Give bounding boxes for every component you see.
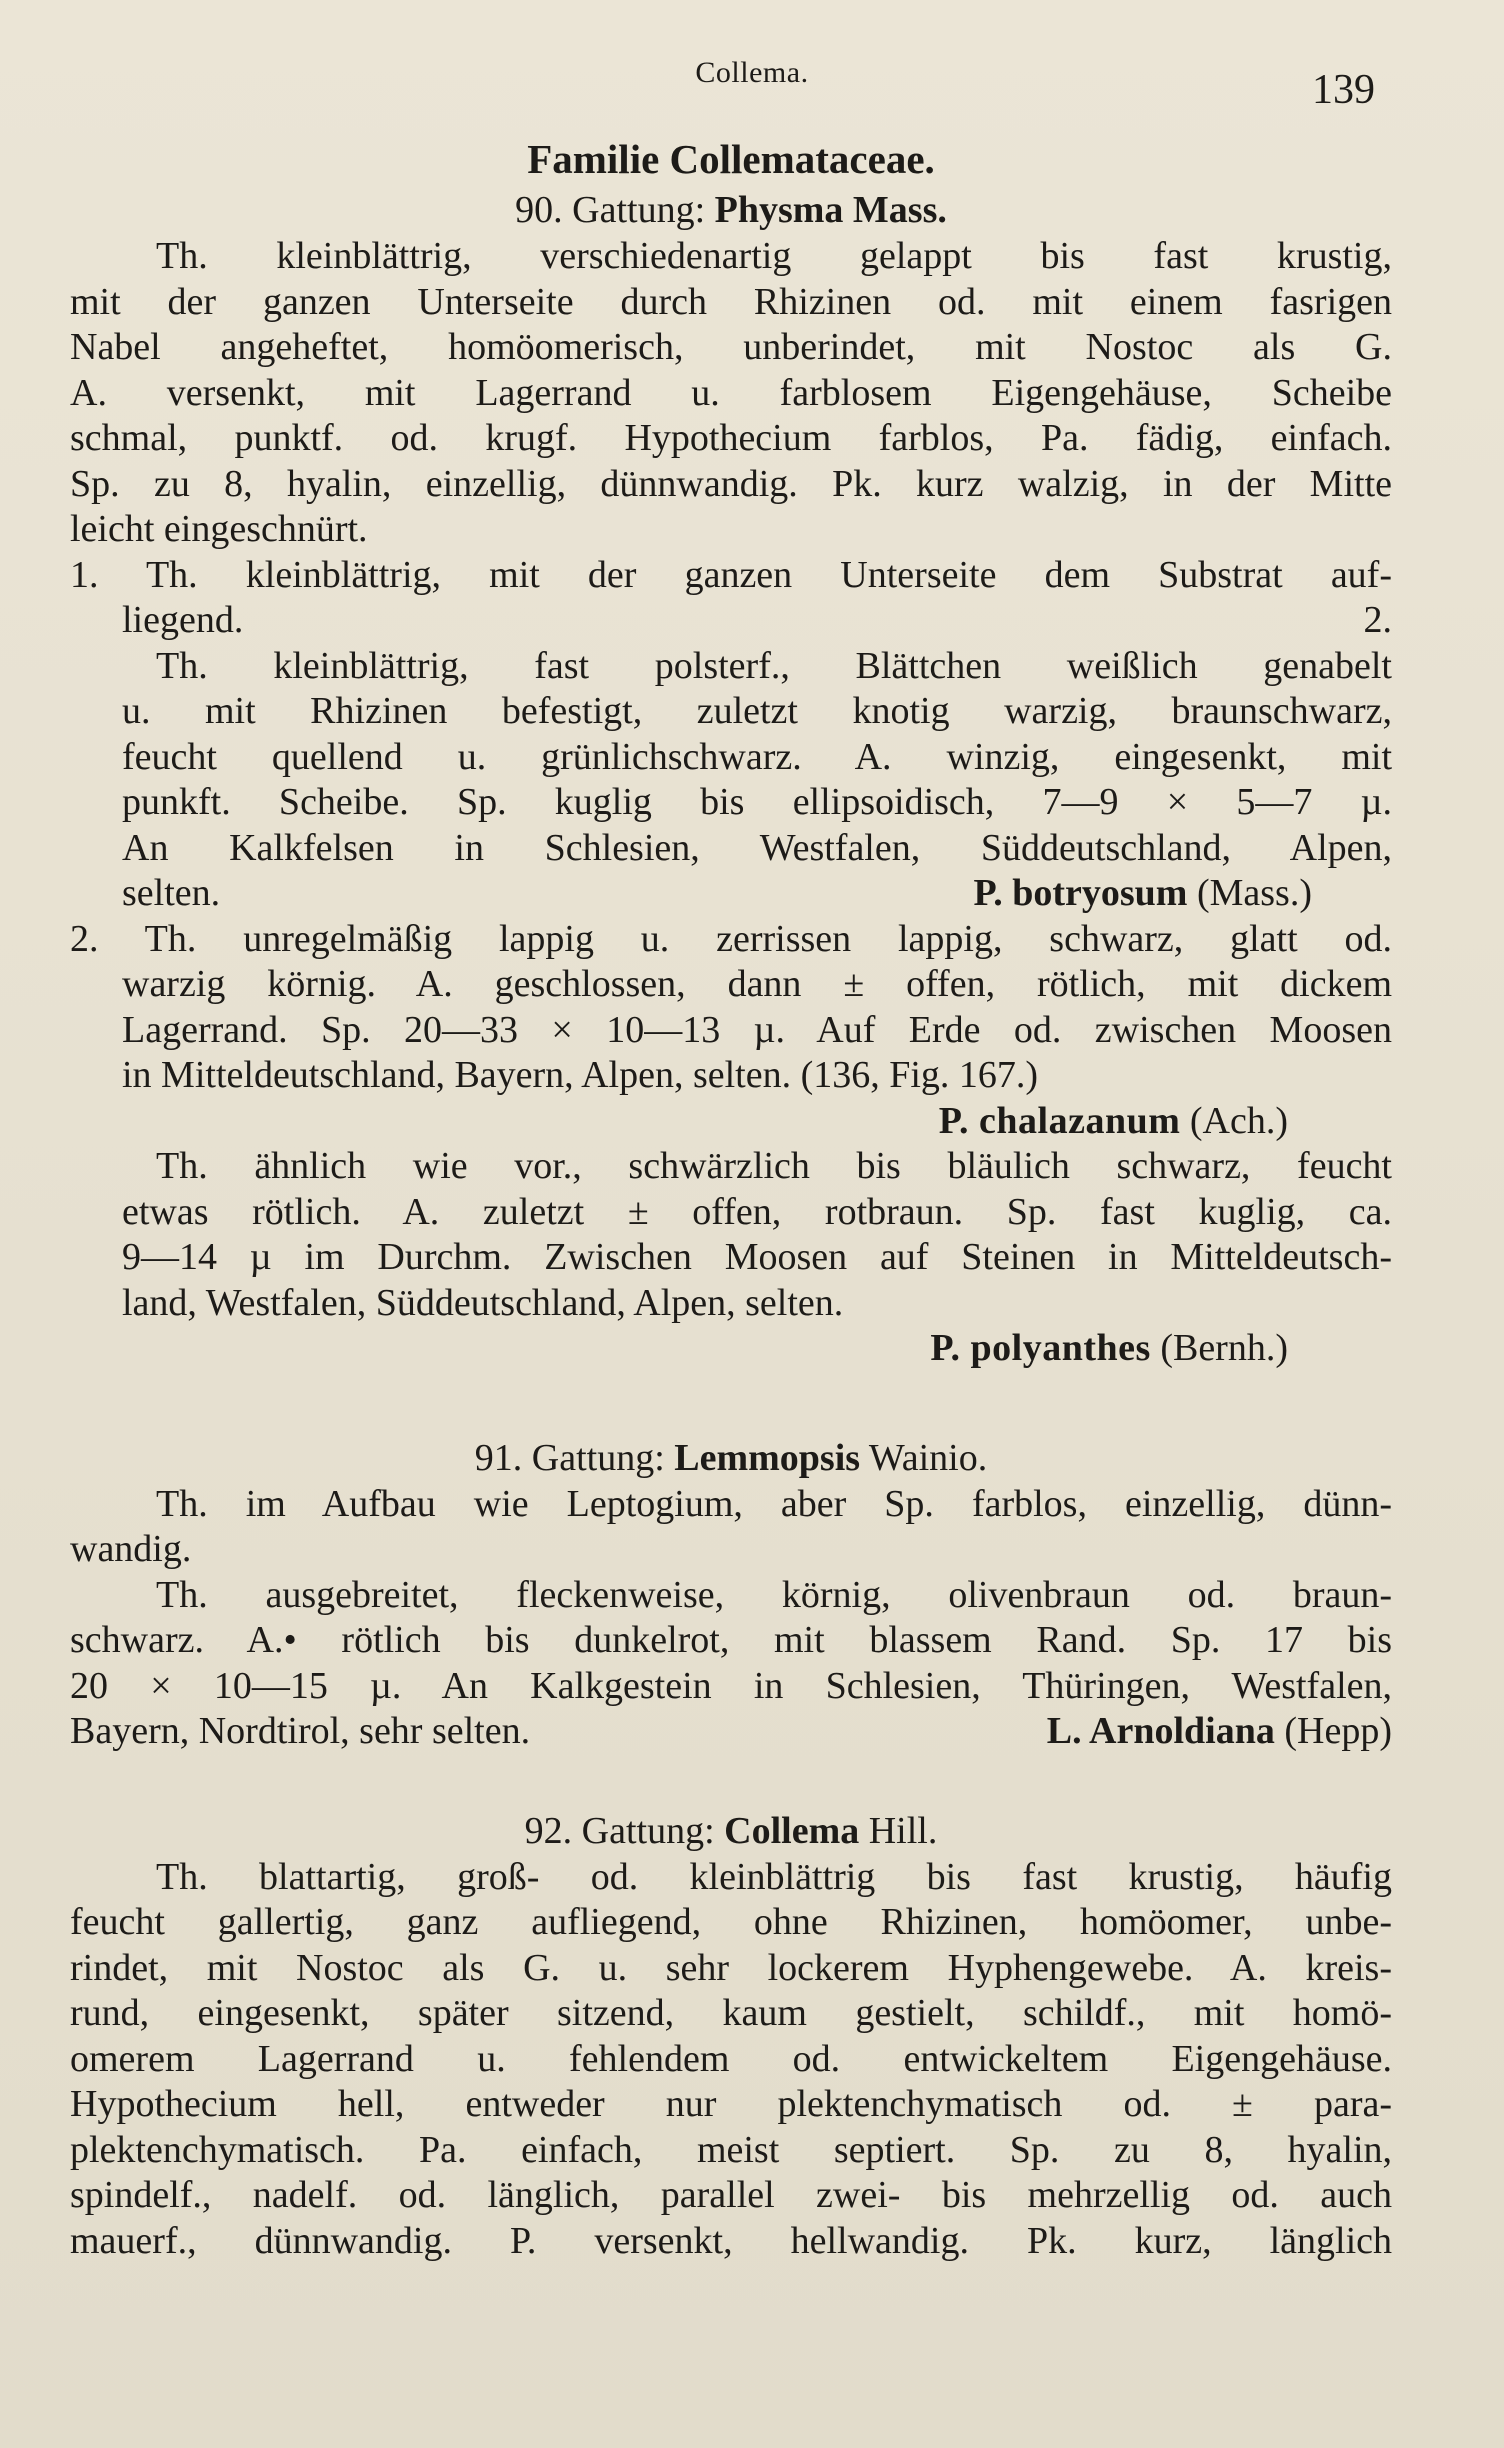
species-3-line-2: etwas rötlich. A. zuletzt ± offen, rotbraun. Sp. fast kuglig, ca. <box>122 1190 1392 1233</box>
genus-91-species-name <box>1047 1709 1392 1755</box>
genus-92-prefix: 92. Gattung: <box>524 1809 715 1852</box>
key-2-line-1: 2. Th. unregelmäßig lappig u. zerrissen lappig, schwarz, glatt od. <box>70 917 1392 960</box>
species-3-author: (Bernh.) <box>1160 1327 1288 1369</box>
genus-91-species-line-1: Th. ausgebreitet, fleckenweise, körnig, olivenbraun od. braun- <box>156 1573 1392 1616</box>
genus-92-line-9: mauerf., dünnwandig. P. versenkt, hellwandig. Pk. kurz, länglich <box>70 2219 1392 2262</box>
genus-91-line-1: Th. im Aufbau wie Leptogium, aber Sp. farblos, einzellig, dünn- <box>156 1482 1392 1525</box>
genus-91-heading <box>70 1434 1392 1482</box>
species-1-line-5: An Kalkfelsen in Schlesien, Westfalen, Süddeutschland, Alpen, <box>122 826 1392 869</box>
genus-91-name: Lemmopsis <box>674 1436 861 1479</box>
species-1-line-6 <box>70 871 1392 917</box>
key-2-line-3: Lagerrand. Sp. 20—33 × 10—13 µ. Auf Erde od. zwischen Moosen <box>122 1008 1392 1051</box>
genus-90-line-7: leicht eingeschnürt. <box>70 508 368 550</box>
genus-90-line-2: mit der ganzen Unterseite durch Rhizinen od. mit einem fasrigen <box>70 280 1392 323</box>
species-2-name <box>70 1099 1392 1145</box>
genus-92-line-4: rund, eingesenkt, später sitzend, kaum gestielt, schildf., mit homö- <box>70 1992 1392 2034</box>
running-head: Collema. <box>695 56 809 89</box>
spacer <box>70 1372 1392 1434</box>
genus-92-line-1: Th. blattartig, groß- od. kleinblättrig bis fast krustig, häufig <box>156 1855 1392 1898</box>
genus-92-heading <box>70 1807 1392 1855</box>
page-content <box>70 134 1392 2264</box>
genus-92-line-5: omerem Lagerrand u. fehlendem od. entwickeltem Eigengehäuse. <box>70 2037 1392 2080</box>
species-1-line-1: Th. kleinblättrig, fast polsterf., Blättchen weißlich genabelt <box>156 644 1392 687</box>
key-1-line-1: 1. Th. kleinblättrig, mit der ganzen Unterseite dem Substrat auf- <box>70 553 1392 596</box>
genus-90-line-5: schmal, punktf. od. krugf. Hypothecium farblos, Pa. fädig, einfach. <box>70 417 1392 459</box>
page-number: 139 <box>1312 67 1375 113</box>
key-2-line-4: in Mitteldeutschland, Bayern, Alpen, selten. (136, Fig. 167.) <box>122 1054 1039 1096</box>
genus-90-line-1: Th. kleinblättrig, verschiedenartig gelappt bis fast krustig, <box>156 235 1392 277</box>
genus-91-species-author: (Hepp) <box>1284 1710 1392 1752</box>
species-2-author: (Ach.) <box>1189 1099 1288 1142</box>
genus-91-author: Wainio. <box>868 1436 988 1479</box>
genus-92-line-7: plektenchymatisch. Pa. einfach, meist septiert. Sp. zu 8, hyalin, <box>70 2128 1392 2171</box>
genus-90-name: Physma Mass. <box>714 189 947 231</box>
species-1-line-3: feucht quellend u. grünlichschwarz. A. winzig, eingesenkt, mit <box>122 735 1392 778</box>
family-heading: Familie Collemataceae. <box>527 136 935 182</box>
key-1-line-2 <box>70 598 1392 644</box>
species-3-line-1: Th. ähnlich wie vor., schwärzlich bis bläulich schwarz, feucht <box>156 1145 1392 1187</box>
genus-92-line-6: Hypothecium hell, entweder nur plektenchymatisch od. ± para- <box>70 2083 1392 2125</box>
genus-92-author: Hill. <box>868 1809 938 1852</box>
genus-91-line-2: wandig. <box>70 1528 192 1570</box>
genus-91-species-text: Bayern, Nordtirol, sehr selten. <box>70 1710 531 1752</box>
species-1-line-4: punkft. Scheibe. Sp. kuglig bis ellipsoidisch, 7—9 × 5—7 µ. <box>122 781 1392 823</box>
genus-91-binomial: L. Arnoldiana <box>1046 1710 1275 1752</box>
genus-91-species-line-4 <box>70 1709 1392 1755</box>
species-1-text: selten. <box>122 872 221 914</box>
genus-92-line-8: spindelf., nadelf. od. länglich, parallel zwei- bis mehrzellig od. auch <box>70 2174 1392 2216</box>
genus-90-prefix: 90. Gattung: <box>515 189 706 231</box>
species-1-author: (Mass.) <box>1196 872 1312 914</box>
spacer <box>70 1755 1392 1807</box>
genus-90-line-3: Nabel angeheftet, homöomerisch, unberindet, mit Nostoc als G. <box>70 326 1392 368</box>
species-1-binomial: P. botryosum <box>973 872 1188 914</box>
key-2-line-2: warzig körnig. A. geschlossen, dann ± offen, rötlich, mit dickem <box>122 963 1392 1005</box>
genus-90-heading <box>70 186 1392 234</box>
key-1-text: liegend. <box>122 599 244 641</box>
genus-92-name: Collema <box>724 1809 860 1852</box>
species-3-line-4: land, Westfalen, Süddeutschland, Alpen, selten. <box>122 1281 844 1324</box>
species-3-binomial: P. polyanthes <box>930 1327 1151 1369</box>
genus-92-line-2: feucht gallertig, ganz aufliegend, ohne Rhizinen, homöomer, unbe- <box>70 1901 1392 1943</box>
species-2-binomial: P. chalazanum <box>938 1099 1181 1142</box>
genus-91-species-line-3: 20 × 10—15 µ. An Kalkgestein in Schlesien, Thüringen, Westfalen, <box>70 1664 1392 1707</box>
genus-91-prefix: 91. Gattung: <box>474 1436 665 1479</box>
genus-92-line-3: rindet, mit Nostoc als G. u. sehr lockerem Hyphengewebe. A. kreis- <box>70 1946 1392 1989</box>
species-3-line-3: 9—14 µ im Durchm. Zwischen Moosen auf Steinen in Mitteldeutsch- <box>122 1236 1392 1278</box>
species-1-line-2: u. mit Rhizinen befestigt, zuletzt knotig warzig, braunschwarz, <box>122 690 1392 732</box>
species-3-name <box>70 1326 1392 1372</box>
genus-90-line-6: Sp. zu 8, hyalin, einzellig, dünnwandig. Pk. kurz walzig, in der Mitte <box>70 462 1392 505</box>
genus-91-species-line-2: schwarz. A.• rötlich bis dunkelrot, mit blassem Rand. Sp. 17 bis <box>70 1619 1392 1661</box>
genus-90-line-4: A. versenkt, mit Lagerrand u. farblosem Eigengehäuse, Scheibe <box>70 371 1392 414</box>
species-1-name <box>973 871 1392 917</box>
key-1-ref: 2. <box>1363 599 1392 641</box>
